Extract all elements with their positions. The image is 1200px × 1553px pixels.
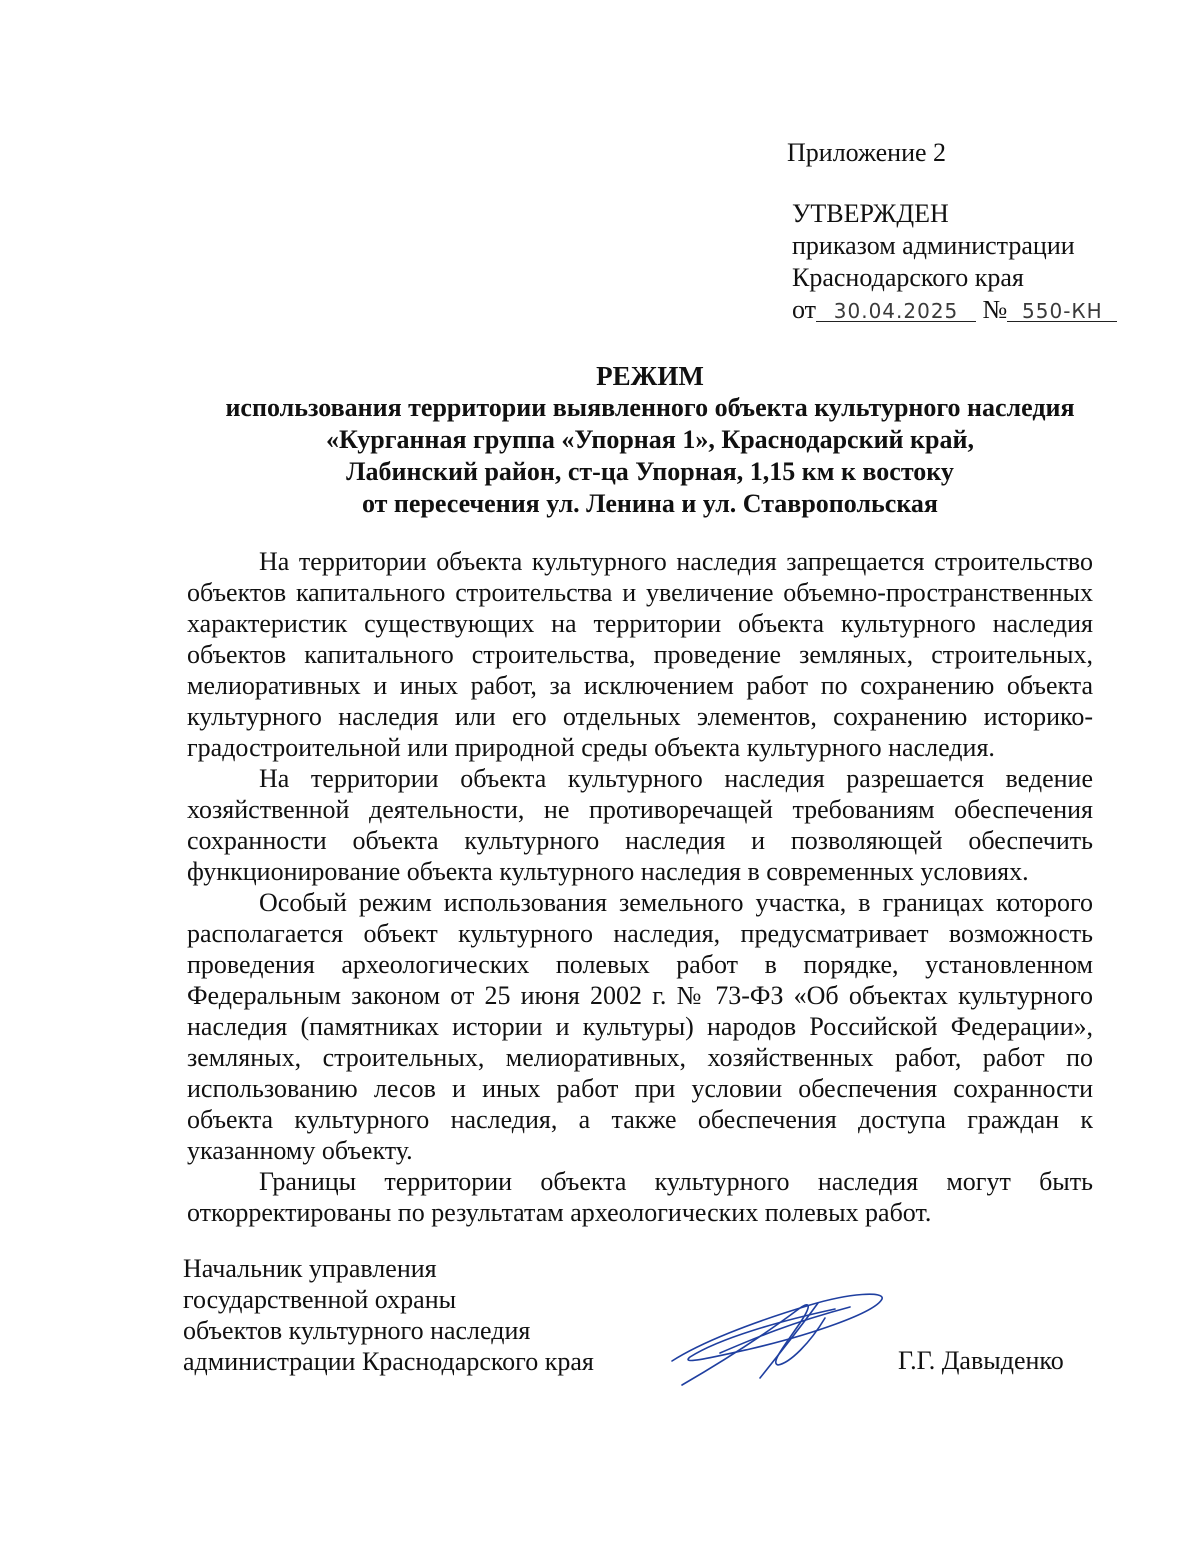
document-body: [187, 546, 1093, 1228]
paragraph-4: Границы территории объекта культурного наследия могут быть откорректированы по результатам археологических полевых работ.: [187, 1167, 1093, 1227]
approval-line-2: Краснодарского края: [792, 263, 1024, 292]
document-title: [150, 360, 1150, 520]
signatory-name: Г.Г. Давыденко: [898, 1346, 1064, 1375]
position-line-2: государственной охраны: [183, 1285, 457, 1314]
title-main: РЕЖИМ: [596, 361, 704, 391]
paragraph-1: На территории объекта культурного наследия запрещается строительство объектов капитального строительства и увеличение объемно-пространственных характеристик существующих на территории объекта культурного наследия объектов капитального строительства, проведение земляных, строительных, мелиоративных и иных работ, за исключением работ по сохранению объекта культурного наследия или его отдельных элементов, сохранению историко-градостроительной или природной среды объекта культурного наследия.: [187, 547, 1093, 762]
approval-date-row: [792, 294, 1117, 326]
title-line-3: Лабинский район, ст-ца Упорная, 1,15 км к востоку: [346, 457, 954, 486]
approval-line-1: приказом администрации: [792, 231, 1075, 260]
paragraph-2: На территории объекта культурного наследия разрешается ведение хозяйственной деятельности, не противоречащей требованиям обеспечения сохранности объекта культурного наследия и позволяющей обеспечить функционирование объекта культурного наследия в современных условиях.: [187, 764, 1093, 886]
date-value: 30.04.2025: [833, 299, 959, 323]
title-line-4: от пересечения ул. Ленина и ул. Ставропольская: [362, 489, 938, 518]
signatory-position: [183, 1253, 594, 1377]
appendix-label: Приложение 2: [787, 138, 947, 167]
date-prefix: от: [792, 295, 817, 324]
number-prefix: №: [982, 295, 1008, 324]
number-value: 550-КН: [1022, 299, 1103, 323]
position-line-3: объектов культурного наследия: [183, 1316, 531, 1345]
approval-stamp: [792, 198, 1117, 326]
position-line-1: Начальник управления: [183, 1254, 437, 1283]
handwritten-signature: [660, 1283, 900, 1398]
approval-heading: УТВЕРЖДЕН: [792, 199, 949, 228]
title-line-1: использования территории выявленного объекта культурного наследия: [225, 393, 1075, 422]
position-line-4: администрации Краснодарского края: [183, 1347, 594, 1376]
title-line-2: «Курганная группа «Упорная 1», Краснодарский край,: [326, 425, 974, 454]
date-field: [816, 294, 976, 322]
paragraph-3: Особый режим использования земельного участка, в границах которого располагается объект культурного наследия, предусматривает возможность проведения археологических полевых работ в порядке, установленном Федеральным законом от 25 июня 2002 г. № 73-ФЗ «Об объектах культурного наследия (памятниках истории и культуры) народов Российской Федерации», земляных, строительных, мелиоративных, хозяйственных работ, работ по использованию лесов и иных работ при условии обеспечения сохранности объекта культурного наследия, а также обеспечения доступа граждан к указанному объекту.: [187, 888, 1093, 1165]
number-field: [1007, 294, 1117, 322]
